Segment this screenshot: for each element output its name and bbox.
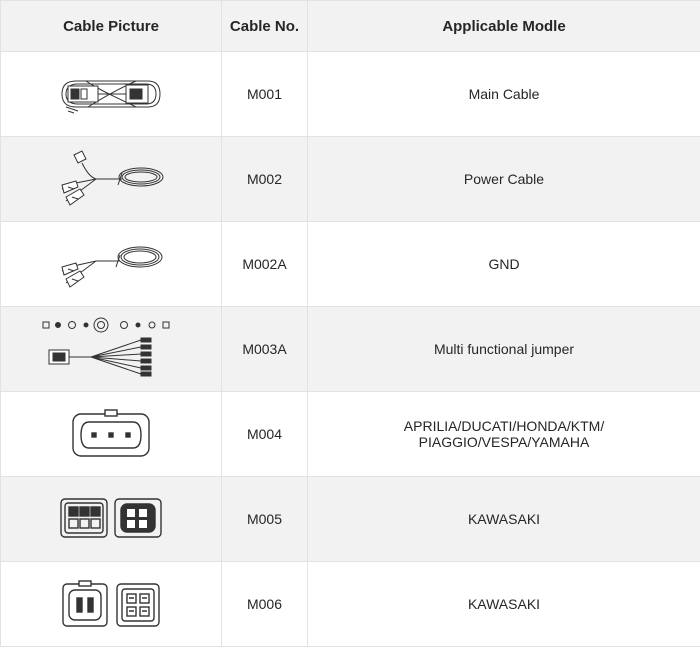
four-pin-connectors-icon — [61, 580, 161, 628]
cable-picture-cell — [1, 137, 222, 222]
table-row — [1, 307, 700, 392]
applicable-model: Main Cable — [308, 52, 700, 137]
table-row — [1, 52, 700, 137]
table-row — [1, 137, 700, 222]
applicable-model: Multi functional jumper — [308, 307, 700, 392]
cable-number: M002 — [222, 137, 308, 222]
cable-picture-cell — [1, 562, 222, 647]
cable-number: M006 — [222, 562, 308, 647]
multi-jumper-icon — [41, 316, 181, 382]
three-pin-connector-icon — [71, 408, 151, 460]
header-applicable-model: Applicable Modle — [308, 1, 700, 52]
applicable-model: GND — [308, 222, 700, 307]
table-row — [1, 562, 700, 647]
cable-number: M005 — [222, 477, 308, 562]
table-row — [1, 392, 700, 477]
main-cable-icon — [56, 71, 166, 117]
table-header-row — [1, 1, 700, 52]
cable-picture-cell — [1, 52, 222, 137]
cable-number: M003A — [222, 307, 308, 392]
applicable-model: APRILIA/DUCATI/HONDA/KTM/ PIAGGIO/VESPA/YAMAHA — [308, 392, 700, 477]
applicable-model: KAWASAKI — [308, 477, 700, 562]
header-cable-number: Cable No. — [222, 1, 308, 52]
applicable-model: KAWASAKI — [308, 562, 700, 647]
cable-picture-cell — [1, 222, 222, 307]
table-row — [1, 222, 700, 307]
gnd-cable-icon — [56, 237, 166, 291]
applicable-model: Power Cable — [308, 137, 700, 222]
cable-picture-cell — [1, 392, 222, 477]
cable-number: M002A — [222, 222, 308, 307]
header-cable-picture: Cable Picture — [1, 1, 222, 52]
cable-picture-cell — [1, 307, 222, 392]
cable-picture-cell — [1, 477, 222, 562]
cable-number: M004 — [222, 392, 308, 477]
table-row — [1, 477, 700, 562]
six-pin-connectors-icon — [59, 497, 163, 541]
power-cable-icon — [56, 149, 166, 209]
cable-number: M001 — [222, 52, 308, 137]
